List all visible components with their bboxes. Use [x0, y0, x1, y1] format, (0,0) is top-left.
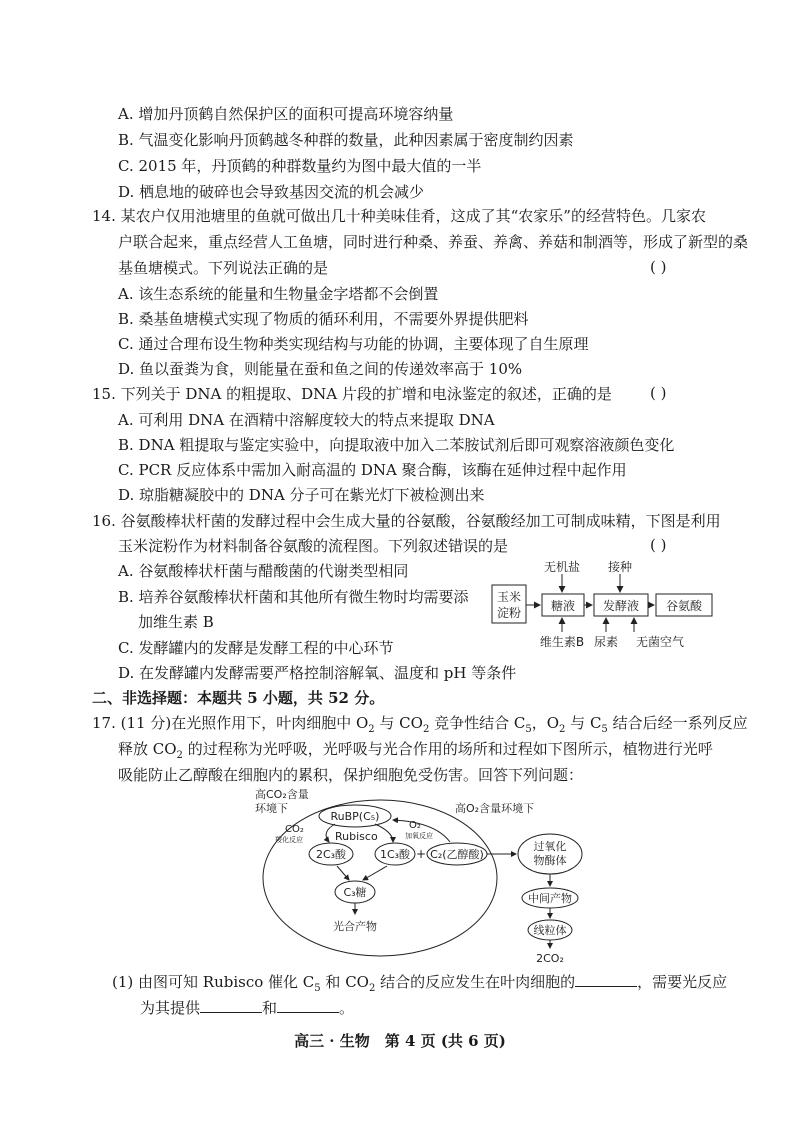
q17-photorespiration-diagram — [225, 786, 605, 966]
q14-option-b: B. 桑基鱼塘模式实现了物质的循环利用，不需要外界提供肥料 — [118, 310, 529, 328]
q14-stem-line2: 户联合起来，重点经营人工鱼塘，同时进行种桑、养蚕、养禽、养菇和制酒等，形成了新型的桑 — [118, 233, 749, 251]
q14-stem-line1: 14. 某农户仅用池塘里的鱼就可做出几十种美味佳肴，这成了其“农家乐”的经营特色。几家农 — [92, 207, 706, 225]
node-rubp: RuBP(C₅) — [330, 810, 380, 823]
q14-option-a: A. 该生态系统的能量和生物量金字塔都不会倒置 — [118, 285, 439, 303]
box-corn-starch-2: 淀粉 — [496, 606, 522, 620]
q17-sub1-line2: 为其提供 和 。 — [140, 999, 355, 1017]
q17-stem-line2: 释放 $CO_2$ 的过程称为光呼吸，光呼吸与光合作用的场所和过程如下图所示，植物进行光呼 — [118, 740, 713, 761]
q15-option-a: A. 可利用 DNA 在酒精中溶解度较大的特点来提取 DNA — [118, 411, 495, 429]
q15-option-c: C. PCR 反应体系中需加入耐高温的 DNA 聚合酶，该酶在延伸过程中起作用 — [118, 461, 627, 479]
label-2co2: 2CO₂ — [536, 952, 564, 965]
box-glutamate: 谷氨酸 — [665, 599, 703, 613]
q14-answer-paren: ( ) — [650, 258, 667, 276]
q15-option-d: D. 琼脂糖凝胶中的 DNA 分子可在紫光灯下被检测出来 — [118, 486, 485, 504]
q16-option-b-cont: 加维生素 B — [138, 613, 214, 631]
label-inoculation: 接种 — [607, 560, 633, 574]
label-high-co2-2: 环境下 — [255, 802, 288, 815]
node-peroxisome-2: 物酶体 — [533, 854, 567, 867]
q16-option-d: D. 在发酵罐内发酵需要严格控制溶解氧、温度和 pH 等条件 — [118, 664, 517, 682]
q16-flow-diagram — [488, 560, 718, 650]
box-sugar: 糖液 — [550, 599, 576, 613]
plus-sign: + — [415, 847, 427, 861]
node-c3-sugar: C₃糖 — [343, 886, 367, 899]
label-inorganic-salt: 无机盐 — [543, 560, 581, 574]
label-vitamin-b: 维生素B — [539, 635, 585, 649]
label-o2: O₂ — [409, 820, 421, 831]
q16-option-c: C. 发酵罐内的发酵是发酵工程的中心环节 — [118, 639, 394, 657]
label-rubisco: Rubisco — [335, 830, 378, 843]
q13-option-c: C. 2015 年，丹顶鹤的种群数量约为图中最大值的一半 — [118, 157, 482, 175]
q16-stem-line1: 16. 谷氨酸棒状杆菌的发酵过程中会生成大量的谷氨酸，谷氨酸经加工可制成味精，下图是利用 — [92, 512, 721, 530]
label-oxygenation: 加氧反应 — [405, 832, 433, 840]
node-2c3-acid: 2C₃酸 — [315, 848, 347, 861]
q16-answer-paren: ( ) — [650, 536, 667, 554]
q14-stem-line3: 基鱼塘模式。下列说法正确的是 — [118, 259, 329, 277]
node-intermediate: 中间产物 — [528, 892, 572, 905]
q14-option-d: D. 鱼以蚕粪为食，则能量在蚕和鱼之间的传递效率高于 10% — [118, 360, 523, 378]
q13-option-d: D. 栖息地的破碎也会导致基因交流的机会减少 — [118, 183, 425, 201]
blank-1[interactable] — [575, 972, 637, 987]
box-corn-starch-1: 玉米 — [496, 590, 522, 604]
q16-stem-line2: 玉米淀粉作为材料制备谷氨酸的流程图。下列叙述错误的是 — [118, 537, 509, 555]
q13-option-a: A. 增加丹顶鹤自然保护区的面积可提高环境容纳量 — [118, 105, 454, 123]
section-2-heading: 二、非选择题：本题共 5 小题，共 52 分。 — [92, 689, 385, 707]
q15-stem: 15. 下列关于 DNA 的粗提取、DNA 片段的扩增和电泳鉴定的叙述，正确的是 — [92, 385, 612, 403]
q14-option-c: C. 通过合理布设生物种类实现结构与功能的协调，主要体现了自生原理 — [118, 335, 589, 353]
label-high-co2-1: 高CO₂含量 — [255, 788, 309, 801]
label-carboxylation: 羧化反应 — [275, 836, 303, 844]
q16-option-b: B. 培养谷氨酸棒状杆菌和其他所有微生物时均需要添 — [118, 588, 469, 606]
q15-option-b: B. DNA 粗提取与鉴定实验中，向提取液中加入二苯胺试剂后即可观察溶液颜色变化 — [118, 436, 675, 454]
q17-sub1-line1: (1) 由图可知 Rubisco 催化 $C_5$ 和 $CO_2$ 结合的反应发生在叶肉细胞的 ，需要光反应 — [112, 973, 728, 994]
label-urea: 尿素 — [593, 635, 619, 649]
blank-2[interactable] — [200, 998, 262, 1013]
q13-option-b: B. 气温变化影响丹顶鹤越冬种群的数量，此种因素属于密度制约因素 — [118, 131, 574, 149]
box-fermentation: 发酵液 — [602, 599, 640, 613]
q17-stem-line3: 吸能防止乙醇酸在细胞内的累积，保护细胞免受伤害。回答下列问题： — [118, 766, 584, 784]
node-peroxisome-1: 过氧化 — [533, 840, 567, 853]
node-c2-glycolate: C₂(乙醇酸) — [430, 848, 484, 861]
q17-stem-line1: 17. (11 分)在光照作用下，叶肉细胞中 $O_2$ 与 $CO_2$ 竞争性结合 $C_5$，$O_2$ 与 $C_5$ 结合后经一系列反应 — [92, 714, 748, 735]
node-1c3-acid: 1C₃酸 — [379, 848, 411, 861]
blank-3[interactable] — [277, 998, 339, 1013]
q15-answer-paren: ( ) — [650, 384, 667, 402]
page-footer: 高三 · 生物 第 4 页 (共 6 页) — [294, 1032, 506, 1050]
label-co2: CO₂ — [285, 824, 304, 835]
label-photosynthetic-product: 光合产物 — [333, 920, 377, 933]
q16-option-a: A. 谷氨酸棒状杆菌与醋酸菌的代谢类型相同 — [118, 562, 409, 580]
label-sterile-air: 无菌空气 — [635, 635, 685, 649]
node-mitochondria: 线粒体 — [533, 924, 567, 937]
label-high-o2: 高O₂含量环境下 — [455, 802, 535, 815]
